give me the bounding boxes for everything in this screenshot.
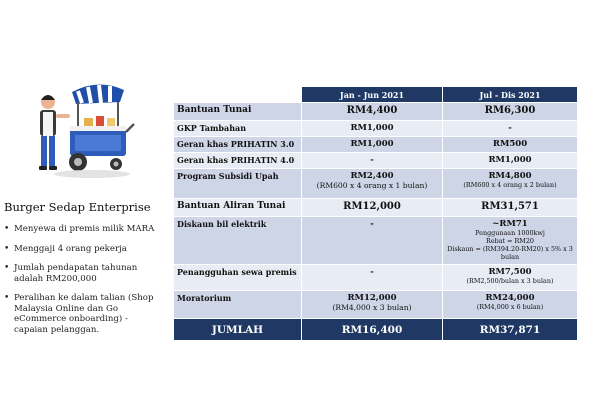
assistance-table xyxy=(173,86,578,341)
fact-item: • Jumlah pendapatan tahunan adalah RM200,000 xyxy=(4,263,164,284)
cell-value: RM12,000 xyxy=(302,199,443,217)
cell-value: ~RM71 Penggunaan 1000kwj Rebat = RM20 Diskaun = (RM394.20-RM20) x 5% x 3 bulan xyxy=(443,217,578,265)
total-jan-jun: RM16,400 xyxy=(302,319,443,341)
cell-value: - xyxy=(302,153,443,169)
cell-value: RM4,800 (RM600 x 4 orang x 2 bulan) xyxy=(443,169,578,199)
table-row xyxy=(174,199,578,217)
total-label: JUMLAH xyxy=(174,319,302,341)
cell-value: RM4,400 xyxy=(302,103,443,121)
cell-value: RM1,000 xyxy=(302,121,443,137)
row-label: Geran khas PRIHATIN 3.0 xyxy=(174,137,302,153)
cell-value: RM7,500 (RM2,500/bulan x 3 bulan) xyxy=(443,265,578,291)
table-row xyxy=(174,291,578,319)
company-title: Burger Sedap Enterprise xyxy=(4,200,151,214)
row-label: Diskaun bil elektrik xyxy=(174,217,302,265)
burger-cart-vendor-icon xyxy=(20,80,135,180)
fact-item: • Peralihan ke dalam talian (Shop Malaysia Online dan Go eCommerce onboarding) - capaian pelanggan. xyxy=(4,293,164,335)
fact-item: • Menggaji 4 orang pekerja xyxy=(4,244,164,255)
cell-value: - xyxy=(443,121,578,137)
row-label: Bantuan Tunai xyxy=(174,103,302,121)
cell-value: RM1,000 xyxy=(443,153,578,169)
cell-value: RM12,000 (RM4,000 x 3 bulan) xyxy=(302,291,443,319)
fact-item: • Menyewa di premis milik MARA xyxy=(4,224,164,235)
table-row xyxy=(174,103,578,121)
cell-value: RM1,000 xyxy=(302,137,443,153)
header-blank xyxy=(174,87,302,103)
cell-value: RM24,000 (RM4,000 x 6 bulan) xyxy=(443,291,578,319)
total-jul-dis: RM37,871 xyxy=(443,319,578,341)
header-jul-dis: Jul - Dis 2021 xyxy=(443,87,578,103)
table-row xyxy=(174,217,578,265)
table-row xyxy=(174,265,578,291)
table-row xyxy=(174,169,578,199)
cell-value: RM2,400 (RM600 x 4 orang x 1 bulan) xyxy=(302,169,443,199)
table-row xyxy=(174,137,578,153)
cell-value: RM6,300 xyxy=(443,103,578,121)
row-label: Bantuan Aliran Tunai xyxy=(174,199,302,217)
cell-value: - xyxy=(302,265,443,291)
company-facts-list xyxy=(4,224,164,344)
table-row xyxy=(174,153,578,169)
row-label: Moratorium xyxy=(174,291,302,319)
cell-value: RM500 xyxy=(443,137,578,153)
cell-value: - xyxy=(302,217,443,265)
cell-value: RM31,571 xyxy=(443,199,578,217)
row-label: Geran khas PRIHATIN 4.0 xyxy=(174,153,302,169)
total-row xyxy=(174,319,578,341)
table-row xyxy=(174,121,578,137)
row-label: Program Subsidi Upah xyxy=(174,169,302,199)
header-jan-jun: Jan - Jun 2021 xyxy=(302,87,443,103)
row-label: GKP Tambahan xyxy=(174,121,302,137)
row-label: Penangguhan sewa premis xyxy=(174,265,302,291)
